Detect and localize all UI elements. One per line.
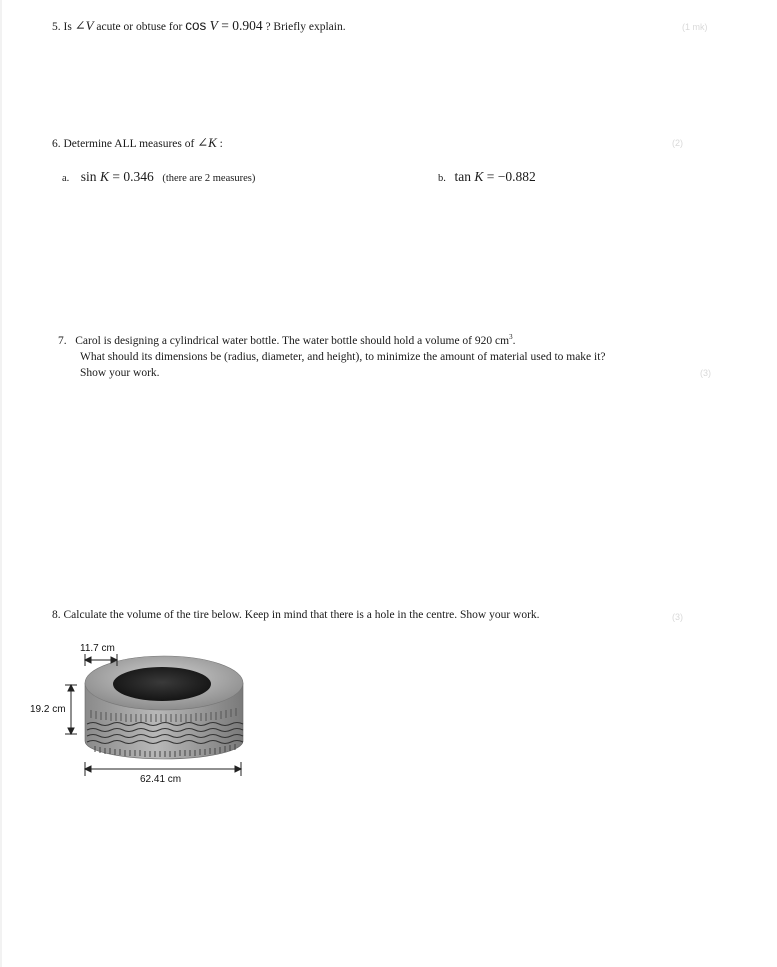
q5-expression [185, 18, 262, 33]
q5-pre-text: Is [63, 21, 72, 33]
tire-figure [25, 638, 255, 788]
page-left-edge [0, 0, 2, 967]
q6-part-b [438, 169, 536, 185]
q7-line3: Show your work. [80, 366, 160, 379]
q6-part-a [62, 169, 255, 185]
q6b-val: = −0.882 [486, 169, 536, 184]
q6b-var: K [474, 169, 484, 184]
q6-margin-mark: (2) [672, 138, 683, 148]
q6a-expression [81, 169, 154, 184]
q5-var: V [209, 18, 218, 33]
q7-margin-mark: (3) [700, 368, 711, 378]
q7-number: 7. [58, 334, 67, 347]
q5-fn: cos [185, 18, 207, 33]
q7-line1-sup: 3 [509, 333, 513, 341]
q6b-expression [455, 169, 536, 184]
question-8 [52, 609, 540, 621]
q7-line1-end: . [512, 334, 516, 347]
q6-post-text: : [219, 138, 223, 150]
tire-width-label: 11.7 cm [80, 643, 115, 654]
q6-angle: ∠K [197, 135, 217, 150]
q5-angle: ∠V [74, 18, 94, 33]
question-7 [58, 329, 606, 381]
q5-post-text: ? Briefly explain. [265, 21, 346, 33]
q7-line2: What should its dimensions be (radius, diameter, and height), to minimize the amount of material used to make it? [80, 350, 606, 363]
q6a-label: a. [62, 173, 70, 184]
q6a-var: K [99, 169, 109, 184]
question-5 [52, 18, 346, 34]
q8-number: 8. [52, 609, 61, 621]
q5-number: 5. [52, 21, 61, 33]
tire-body [85, 656, 243, 759]
q5-val: = 0.904 [221, 18, 263, 33]
q8-text: Calculate the volume of the tire below. Keep in mind that there is a hole in the centre. Show your work. [63, 609, 540, 621]
q5-mid-text: acute or obtuse for [96, 21, 183, 33]
q6b-label: b. [438, 173, 446, 184]
tire-diameter-label: 62.41 cm [140, 774, 182, 785]
q8-margin-mark: (3) [672, 612, 683, 622]
question-6 [52, 135, 223, 151]
q5-margin-mark: (1 mk) [682, 22, 708, 32]
q6b-fn: tan [454, 169, 471, 184]
q6-pre-text: Determine ALL measures of [63, 138, 195, 150]
tire-height-label: 19.2 cm [30, 704, 66, 715]
q6a-val: = 0.346 [112, 169, 154, 184]
q6a-fn: sin [80, 169, 97, 184]
q7-line1: Carol is designing a cylindrical water bottle. The water bottle should hold a volume of 920 cm [75, 334, 510, 347]
q6-number: 6. [52, 138, 61, 150]
q6a-note: (there are 2 measures) [162, 173, 256, 184]
